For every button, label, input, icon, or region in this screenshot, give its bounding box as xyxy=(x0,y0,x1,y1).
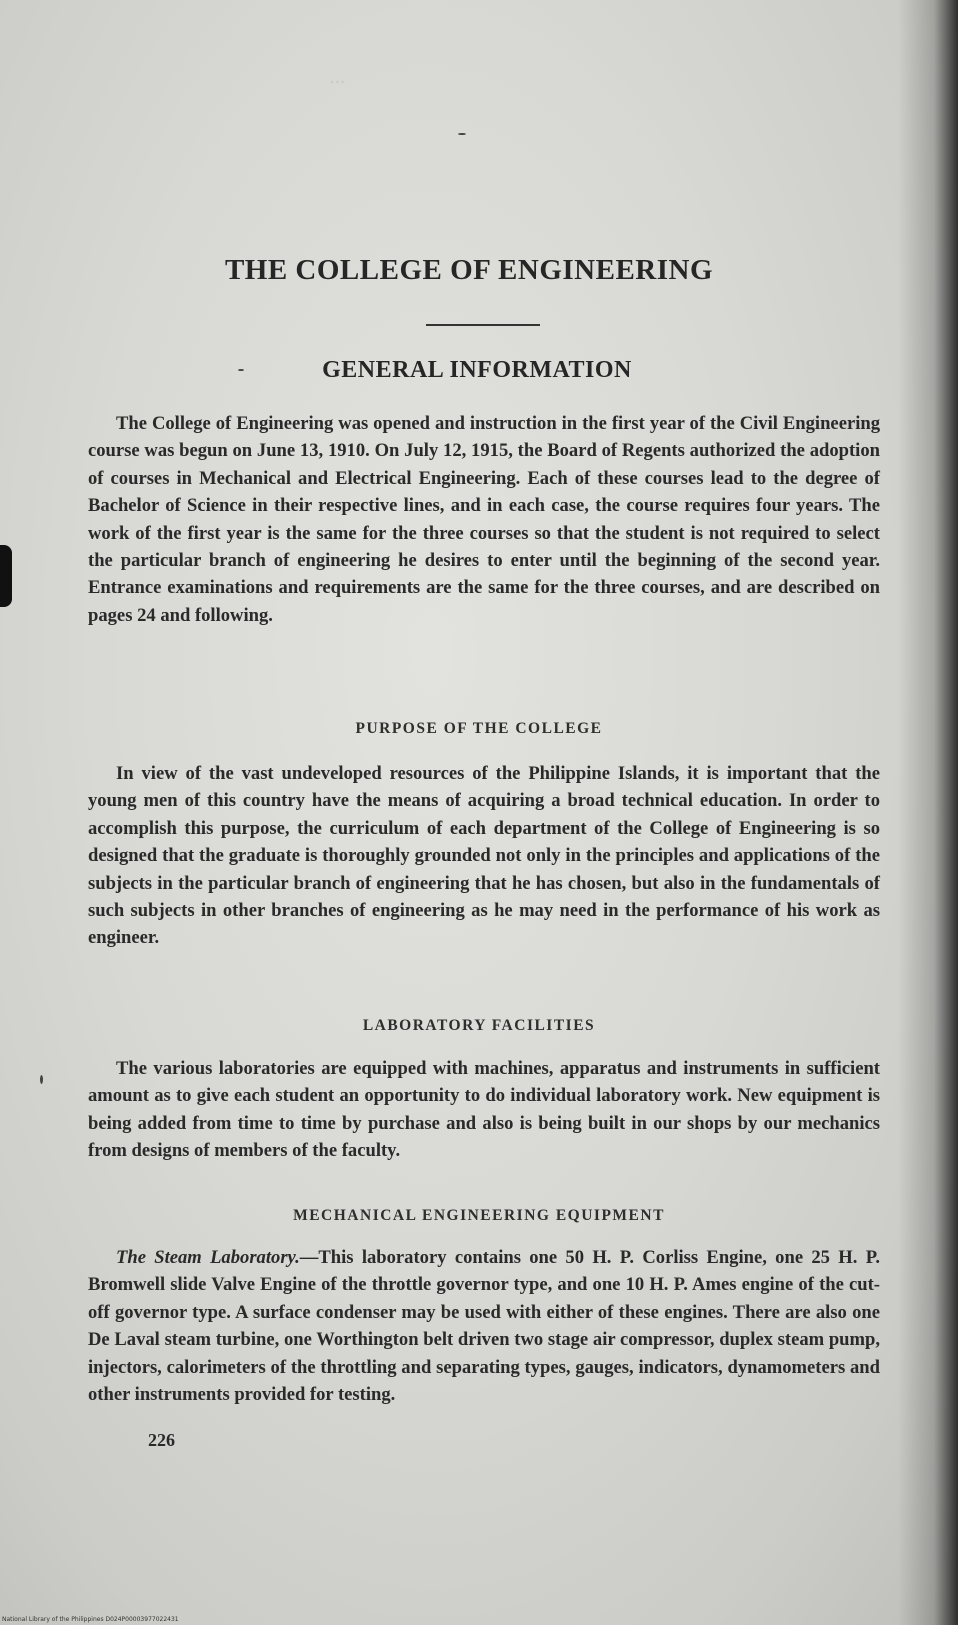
steam-laboratory-lead: The Steam Laboratory. xyxy=(116,1247,300,1268)
laboratory-paragraph: The various laboratories are equipped with machines, apparatus and instruments in sufficient amount as to give each student an opportunity to do individual laboratory work. New equipment is being added from time to time by purchase and also is being built in our shops by our mechanics from designs of members of the faculty. xyxy=(88,1058,880,1162)
dust-speck xyxy=(458,133,466,135)
steam-laboratory-text: —This laboratory contains one 50 H. P. Corliss Engine, one 25 H. P. Bromwell slide Valve Engine of the throttle governor type, and one 10 H. P. Ames engine of the cut-off governor type. A surface condenser may be used with either of these engines. There are also one De Laval steam turbine, one Worthington belt driven two stage air compressor, duplex steam pump, injectors, calorimeters of the throttling and separating types, gauges, indicators, dynamometers and other instruments provided for testing. xyxy=(88,1247,880,1406)
mechanical-equipment-subheading: MECHANICAL ENGINEERING EQUIPMENT xyxy=(293,1207,665,1224)
library-footer: National Library of the Philippines D024P00003977022431 xyxy=(2,1616,179,1623)
general-information-paragraph: The College of Engineering was opened and instruction in the first year of the Civil Engineering course was begun on June 13, 1910. On July 12, 1915, the Board of Regents authorized the adoption of courses in Mechanical and Electrical Engineering. Each of these courses lead to the degree of Bachelor of Science in their respective lines, and in each case, the course requires four years. The work of the first year is the same for the three courses so that the student is not required to select the particular branch of engineering he desires to enter until the beginning of the second year. Entrance examinations and requirements are the same for the three courses, and are described on pages 24 and following. xyxy=(88,413,880,626)
steam-laboratory-paragraph xyxy=(88,1244,880,1408)
binding-shadow xyxy=(0,545,12,607)
page-title: THE COLLEGE OF ENGINEERING xyxy=(224,254,714,286)
bleed-through-header: ... xyxy=(330,68,346,87)
purpose-subheading: PURPOSE OF THE COLLEGE xyxy=(355,720,603,737)
section-heading: GENERAL INFORMATION xyxy=(322,357,632,383)
page-number: 226 xyxy=(148,1430,175,1450)
laboratory-subheading: LABORATORY FACILITIES xyxy=(362,1017,596,1034)
purpose-paragraph: In view of the vast undeveloped resources of the Philippine Islands, it is important that the young men of this country have the means of acquiring a broad technical education. In order to accomplish this purpose, the curriculum of each department of the College of Engineering is so designed that the graduate is thoroughly grounded not only in the principles and applications of the subjects in the particular branch of engineering that he has chosen, but also in the fundamentals of such subjects in other branches of engineering as he may need in the performance of his work as engineer. xyxy=(88,763,880,949)
title-divider xyxy=(426,324,540,326)
dust-speck xyxy=(40,1075,43,1084)
